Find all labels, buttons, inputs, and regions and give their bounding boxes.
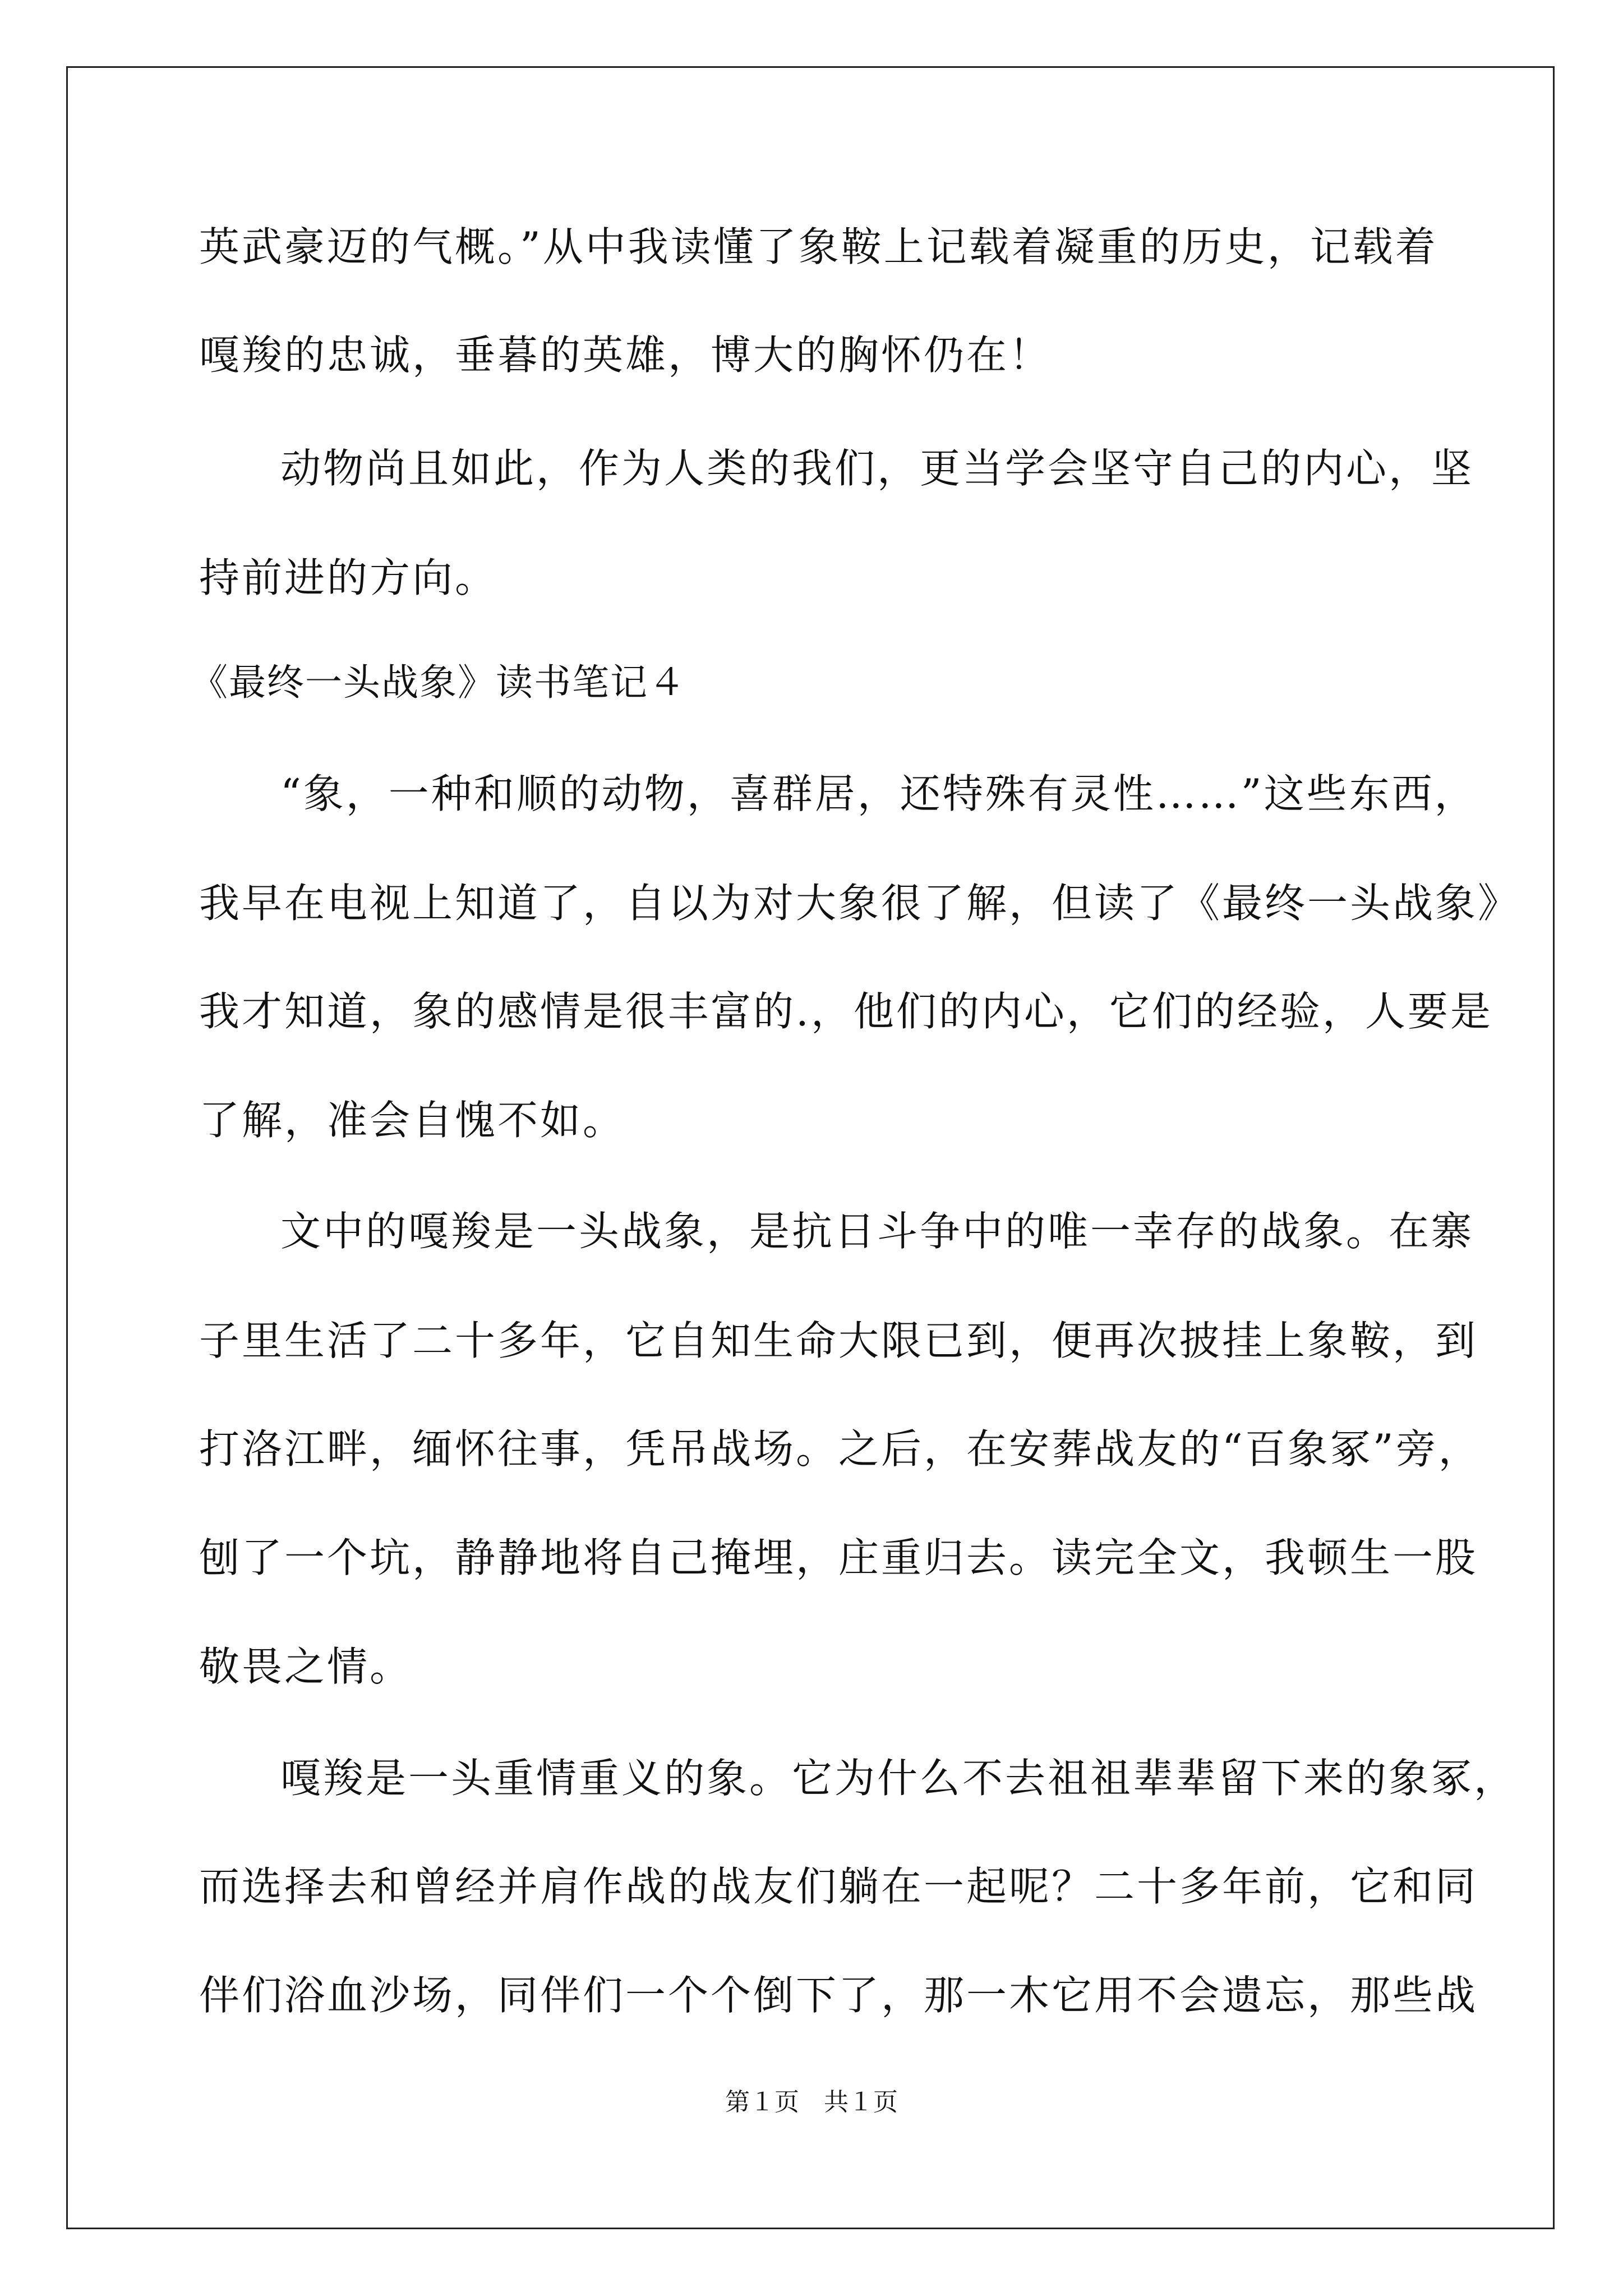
- paragraph-line: 我才知道，象的感情是很丰富的.，他们的内心，它们的经验，人要是: [199, 988, 1493, 1035]
- section-heading: 《最终一头战象》读书笔记４: [191, 661, 686, 704]
- paragraph-line: 而选择去和曾经并肩作战的战友们躺在一起呢？二十多年前，它和同: [199, 1863, 1478, 1910]
- paragraph-line: 打洛江畔，缅怀往事，凭吊战场。之后，在安葬战友的“百象冢”旁，: [199, 1425, 1481, 1473]
- paragraph-line: 文中的嘎羧是一头战象，是抗日斗争中的唯一幸存的战象。在寨: [280, 1208, 1474, 1255]
- paragraph-line: 敬畏之情。: [199, 1643, 413, 1690]
- paragraph-line: 动物尚且如此，作为人类的我们，更当学会坚守自己的内心，坚: [280, 445, 1474, 492]
- paragraph-line: 持前进的方向。: [199, 554, 498, 601]
- paragraph-line: “象，一种和顺的动物，喜群居，还特殊有灵性……”这些东西，: [280, 770, 1477, 817]
- paragraph-line: 了解，准会自愧不如。: [199, 1097, 626, 1144]
- paragraph-line: 伴们浴血沙场，同伴们一个个倒下了，那一木它用不会遗忘，那些战: [199, 1972, 1478, 2019]
- paragraph-line: 刨了一个坑，静静地将自己掩埋，庄重归去。读完全文，我顿生一股: [199, 1534, 1478, 1581]
- paragraph-line: 我早在电视上知道了，自以为对大象很了解，但读了《最终一头战象》: [199, 880, 1521, 927]
- paragraph-line: 子里生活了二十多年，它自知生命大限已到，便再次披挂上象鞍，到: [199, 1317, 1478, 1364]
- page-number-footer: 第１页 共１页: [725, 2088, 898, 2116]
- paragraph-line: 嘎羧是一头重情重义的象。它为什么不去祖祖辈辈留下来的象冢，: [280, 1755, 1517, 1802]
- paragraph-line: 英武豪迈的气概。”从中我读懂了象鞍上记载着凝重的历史，记载着: [199, 223, 1438, 270]
- paragraph-line: 嘎羧的忠诚，垂暮的英雄，博大的胸怀仍在！: [199, 332, 1052, 379]
